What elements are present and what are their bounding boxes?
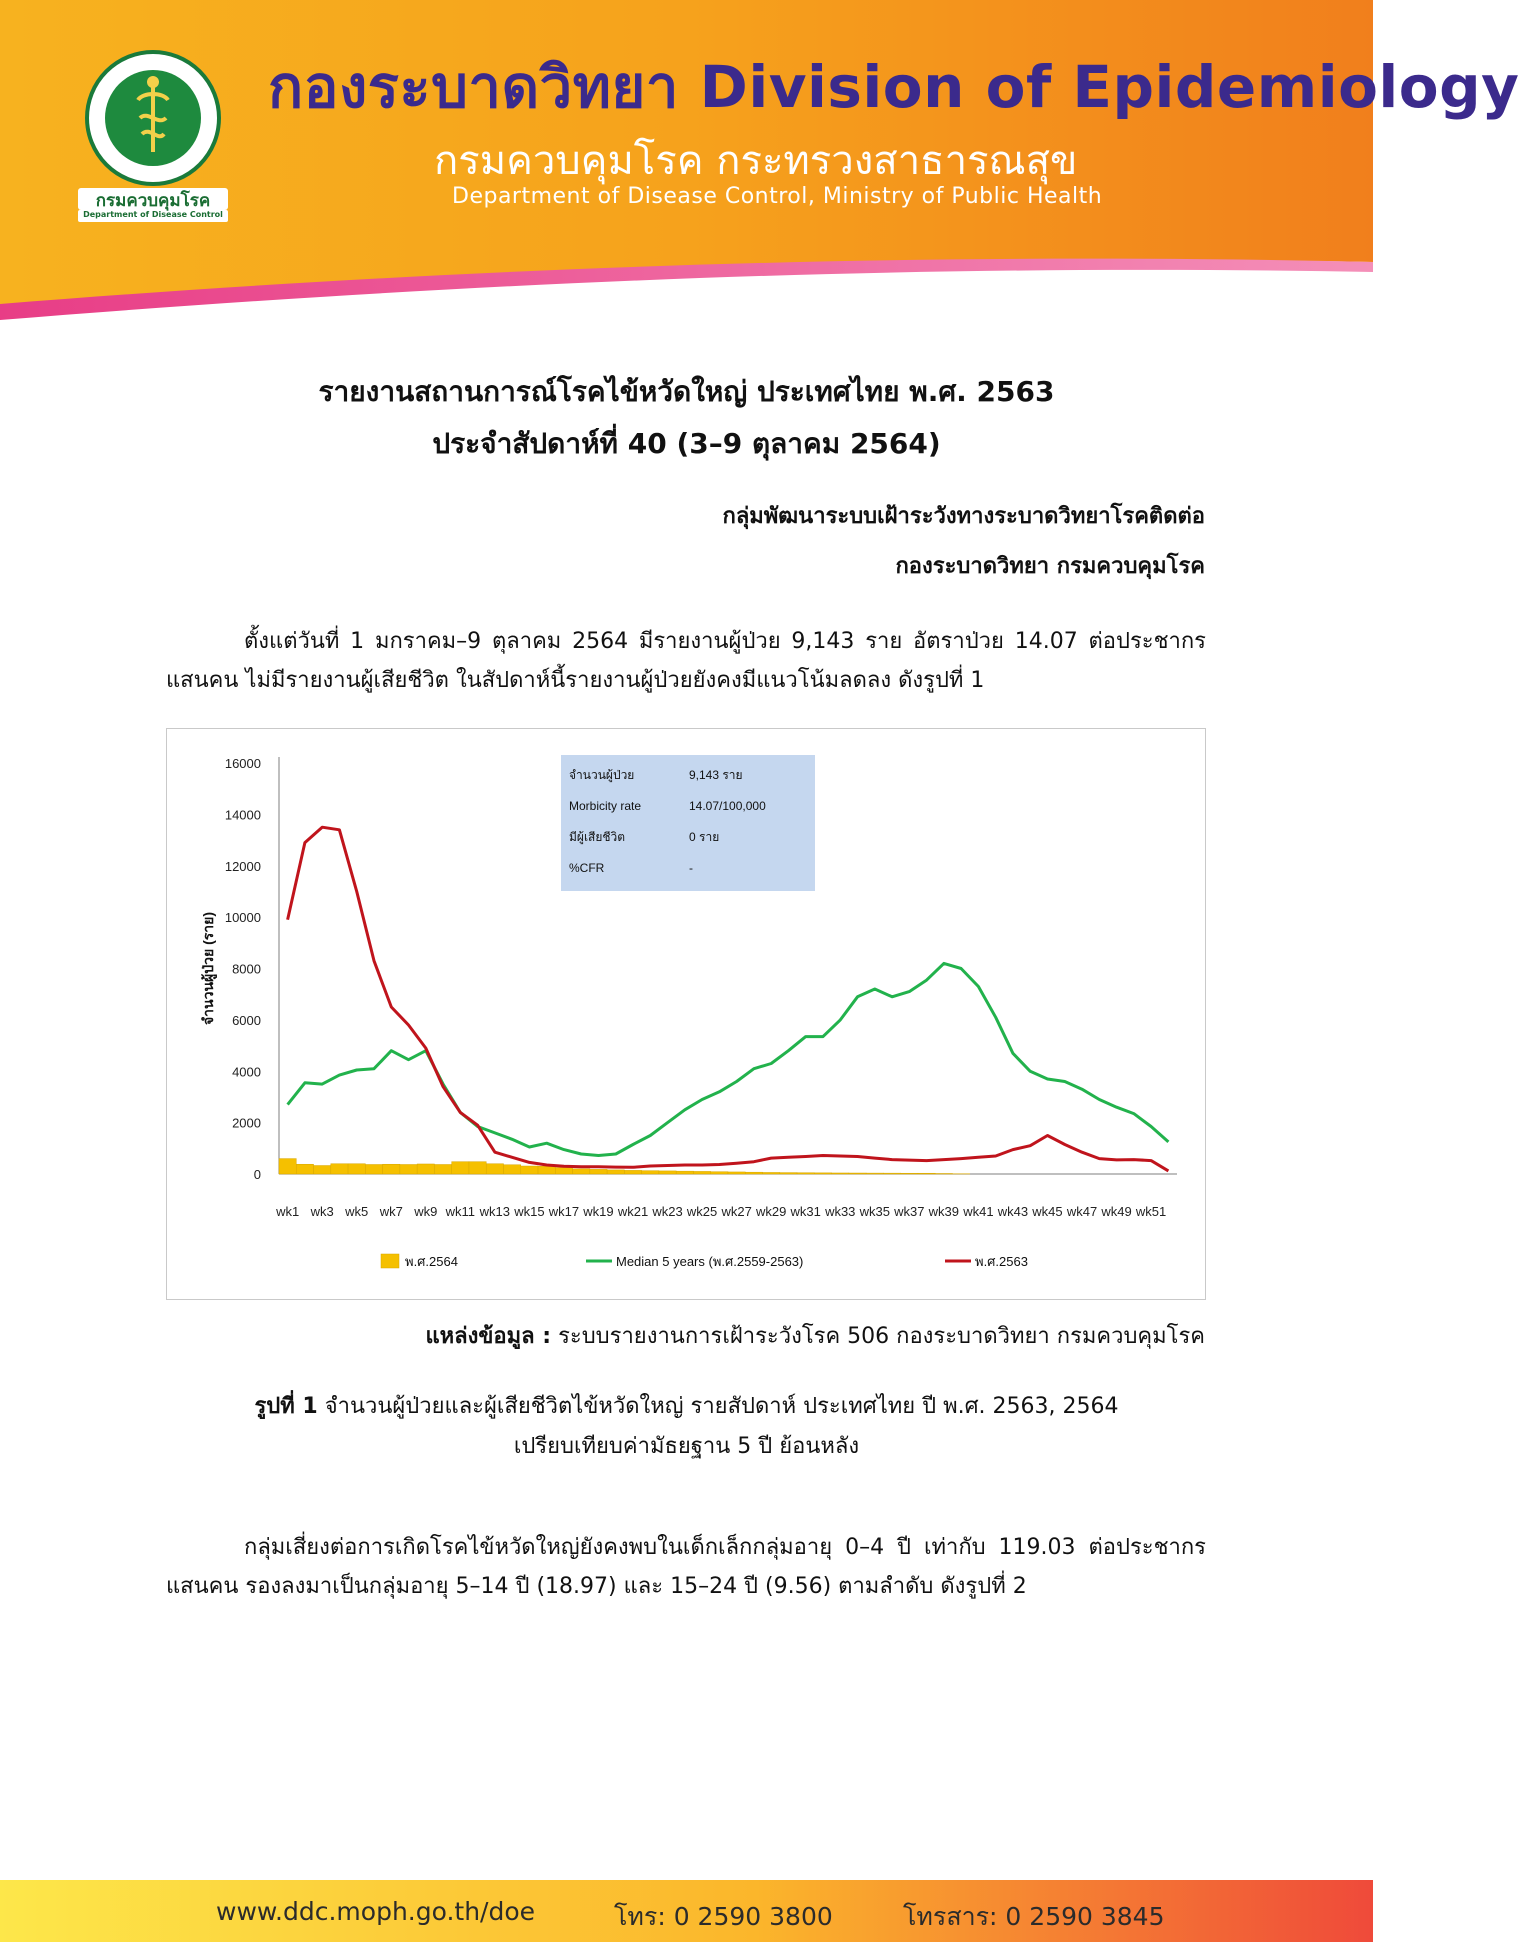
bar-2564 bbox=[417, 1164, 434, 1174]
header-title: กองระบาดวิทยา Division of Epidemiology bbox=[268, 53, 1519, 121]
page-header bbox=[0, 0, 1519, 320]
x-tick-label: wk19 bbox=[583, 1204, 614, 1219]
x-tick-label: wk5 bbox=[345, 1204, 369, 1219]
info-box-value: 0 ราย bbox=[689, 830, 720, 844]
x-tick-label: wk17 bbox=[548, 1204, 580, 1219]
author-line1: กลุ่มพัฒนาระบบเฝ้าระวังทางระบาดวิทยาโรคติดต่อ bbox=[722, 504, 1205, 529]
bar-2564 bbox=[452, 1162, 469, 1174]
info-box-label: Morbicity rate bbox=[569, 799, 642, 813]
legend-label: Median 5 years (พ.ศ.2559-2563) bbox=[616, 1254, 804, 1269]
footer-website[interactable]: www.ddc.moph.go.th/doe bbox=[216, 1897, 536, 1926]
bar-2564 bbox=[504, 1165, 521, 1174]
bar-2564 bbox=[348, 1164, 365, 1174]
info-box-label: มีผู้เสียชีวิต bbox=[569, 830, 626, 844]
report-title-line2: ประจำสัปดาห์ที่ 40 (3–9 ตุลาคม 2564) bbox=[432, 427, 941, 460]
x-tick-label: wk11 bbox=[445, 1204, 476, 1219]
bar-2564 bbox=[538, 1166, 555, 1174]
x-tick-label: wk15 bbox=[514, 1204, 545, 1219]
paragraph-1-text: ตั้งแต่วันที่ 1 มกราคม–9 ตุลาคม 2564 มีรายงานผู้ป่วย 9,143 ราย อัตราป่วย 14.07 ต่อประชากรแสนคน ไม่มีรายงานผู้เสียชีวิต ในสัปดาห์นี้รายงานผู้ป่วยยังคงมีแนวโน้มลดลง ดังรูปที่ 1 bbox=[166, 629, 1206, 693]
x-tick-label: wk41 bbox=[963, 1204, 994, 1219]
x-tick-label: wk7 bbox=[379, 1204, 403, 1219]
x-tick-label: wk37 bbox=[894, 1204, 925, 1219]
x-tick-label: wk43 bbox=[997, 1204, 1029, 1219]
bar-2564 bbox=[866, 1173, 883, 1174]
footer-fax: โทรสาร: 0 2590 3845 bbox=[903, 1902, 1165, 1931]
y-tick-label: 16000 bbox=[224, 756, 261, 771]
legend-label: พ.ศ.2564 bbox=[405, 1254, 458, 1269]
x-tick-label: wk13 bbox=[479, 1204, 511, 1219]
data-source bbox=[425, 1318, 1205, 1353]
source-label: แหล่งข้อมูล : bbox=[425, 1324, 552, 1349]
bar-2564 bbox=[642, 1171, 659, 1174]
bar-2564 bbox=[521, 1166, 538, 1174]
bar-2564 bbox=[849, 1173, 866, 1174]
bar-2564 bbox=[814, 1173, 831, 1174]
y-tick-label: 4000 bbox=[232, 1064, 261, 1080]
x-tick-label: wk29 bbox=[755, 1204, 787, 1219]
x-tick-label: wk51 bbox=[1135, 1204, 1167, 1219]
footer-phone: โทร: 0 2590 3800 bbox=[614, 1902, 833, 1931]
y-tick-label: 6000 bbox=[232, 1012, 261, 1028]
bar-2564 bbox=[279, 1159, 296, 1174]
bar-2564 bbox=[469, 1162, 486, 1174]
x-tick-label: wk45 bbox=[1032, 1204, 1063, 1219]
x-tick-label: wk31 bbox=[790, 1204, 821, 1219]
bar-2564 bbox=[607, 1170, 624, 1174]
logo-name-th: กรมควบคุมโรค bbox=[95, 191, 211, 211]
ministry-logo bbox=[78, 48, 228, 226]
header-subtitle-th: กรมควบคุมโรค กระทรวงสาธารณสุข bbox=[434, 138, 1078, 184]
paragraph-2 bbox=[166, 1528, 1206, 1606]
bar-2564 bbox=[486, 1164, 503, 1174]
bar-2564 bbox=[365, 1164, 382, 1174]
influenza-chart bbox=[166, 728, 1206, 1300]
bar-2564 bbox=[296, 1164, 313, 1174]
x-tick-label: wk21 bbox=[617, 1204, 649, 1219]
info-box-value: 14.07/100,000 bbox=[689, 799, 766, 813]
paragraph-2-text: กลุ่มเสี่ยงต่อการเกิดโรคไข้หวัดใหญ่ยังคงพบในเด็กเล็กกลุ่มอายุ 0–4 ปี เท่ากับ 119.03 ต่อประชากรแสนคน รองลงมาเป็นกลุ่มอายุ 5–14 ปี (18.97) และ 15–24 ปี (9.56) ตามลำดับ ดังรูปที่ 2 bbox=[166, 1535, 1206, 1599]
figure-caption-line2: เปรียบเทียบค่ามัธยฐาน 5 ปี ย้อนหลัง bbox=[513, 1434, 860, 1459]
source-text: ระบบรายงานการเฝ้าระวังโรค 506 กองระบาดวิทยา กรมควบคุมโรค bbox=[558, 1324, 1205, 1349]
bar-2564 bbox=[676, 1171, 693, 1174]
bar-2564 bbox=[624, 1170, 641, 1174]
x-tick-label: wk27 bbox=[721, 1204, 752, 1219]
caption-text-1: จำนวนผู้ป่วยและผู้เสียชีวิตไข้หวัดใหญ่ รายสัปดาห์ ประเทศไทย ปี พ.ศ. 2563, 2564 bbox=[324, 1394, 1119, 1419]
x-tick-label: wk25 bbox=[686, 1204, 718, 1219]
x-tick-label: wk33 bbox=[825, 1204, 856, 1219]
y-tick-label: 8000 bbox=[232, 961, 261, 977]
bar-2564 bbox=[935, 1173, 952, 1174]
x-tick-label: wk47 bbox=[1066, 1204, 1098, 1219]
bar-2564 bbox=[745, 1172, 762, 1174]
y-tick-label: 2000 bbox=[232, 1115, 261, 1131]
bar-2564 bbox=[590, 1169, 607, 1174]
legend-swatch-2564 bbox=[381, 1254, 399, 1268]
bar-2564 bbox=[331, 1164, 348, 1174]
bar-2564 bbox=[434, 1164, 451, 1174]
x-tick-label: wk1 bbox=[276, 1204, 300, 1219]
caption-label: รูปที่ 1 bbox=[254, 1394, 318, 1419]
legend-label: พ.ศ.2563 bbox=[975, 1254, 1028, 1269]
bar-2564 bbox=[901, 1173, 918, 1174]
x-tick-label: wk39 bbox=[928, 1204, 960, 1219]
bar-2564 bbox=[693, 1171, 710, 1174]
bar-2564 bbox=[314, 1166, 331, 1174]
y-tick-label: 14000 bbox=[224, 807, 261, 823]
y-axis-label: จำนวนผู้ป่วย (ราย) bbox=[200, 911, 216, 1026]
y-tick-label: 12000 bbox=[224, 858, 261, 874]
info-box-label: จำนวนผู้ป่วย bbox=[569, 768, 635, 782]
info-box-value: - bbox=[689, 861, 693, 875]
chart-svg bbox=[167, 729, 1205, 1299]
bar-2564 bbox=[797, 1173, 814, 1174]
bar-2564 bbox=[383, 1164, 400, 1174]
bar-2564 bbox=[832, 1173, 849, 1174]
report-title-line1: รายงานสถานการณ์โรคไข้หวัดใหญ่ ประเทศไทย พ.ศ. 2563 bbox=[318, 375, 1055, 408]
x-tick-label: wk35 bbox=[859, 1204, 890, 1219]
author-line2: กองระบาดวิทยา กรมควบคุมโรค bbox=[895, 554, 1205, 579]
x-tick-label: wk3 bbox=[310, 1204, 334, 1219]
x-tick-label: wk49 bbox=[1101, 1204, 1132, 1219]
bar-2564 bbox=[883, 1173, 900, 1174]
bar-2564 bbox=[400, 1164, 417, 1174]
paragraph-1 bbox=[166, 622, 1206, 700]
bar-2564 bbox=[573, 1169, 590, 1174]
series-line-median-5yr bbox=[288, 963, 1169, 1155]
bar-2564 bbox=[711, 1172, 728, 1174]
y-tick-label: 10000 bbox=[224, 910, 261, 926]
x-tick-label: wk23 bbox=[652, 1204, 683, 1219]
bar-2564 bbox=[555, 1168, 572, 1174]
y-tick-label: 0 bbox=[253, 1167, 261, 1182]
info-box-value: 9,143 ราย bbox=[689, 768, 743, 782]
bar-2564 bbox=[659, 1171, 676, 1174]
info-box-label: %CFR bbox=[569, 861, 605, 875]
bar-2564 bbox=[728, 1172, 745, 1174]
header-subtitle-en: Department of Disease Control, Ministry of Public Health bbox=[452, 184, 1103, 209]
logo-name-en: Department of Disease Control bbox=[83, 210, 223, 219]
x-tick-label: wk9 bbox=[414, 1204, 438, 1219]
bar-2564 bbox=[918, 1173, 935, 1174]
bar-2564 bbox=[763, 1172, 780, 1174]
bar-2564 bbox=[780, 1173, 797, 1174]
figure-caption-line1 bbox=[0, 1388, 1373, 1423]
